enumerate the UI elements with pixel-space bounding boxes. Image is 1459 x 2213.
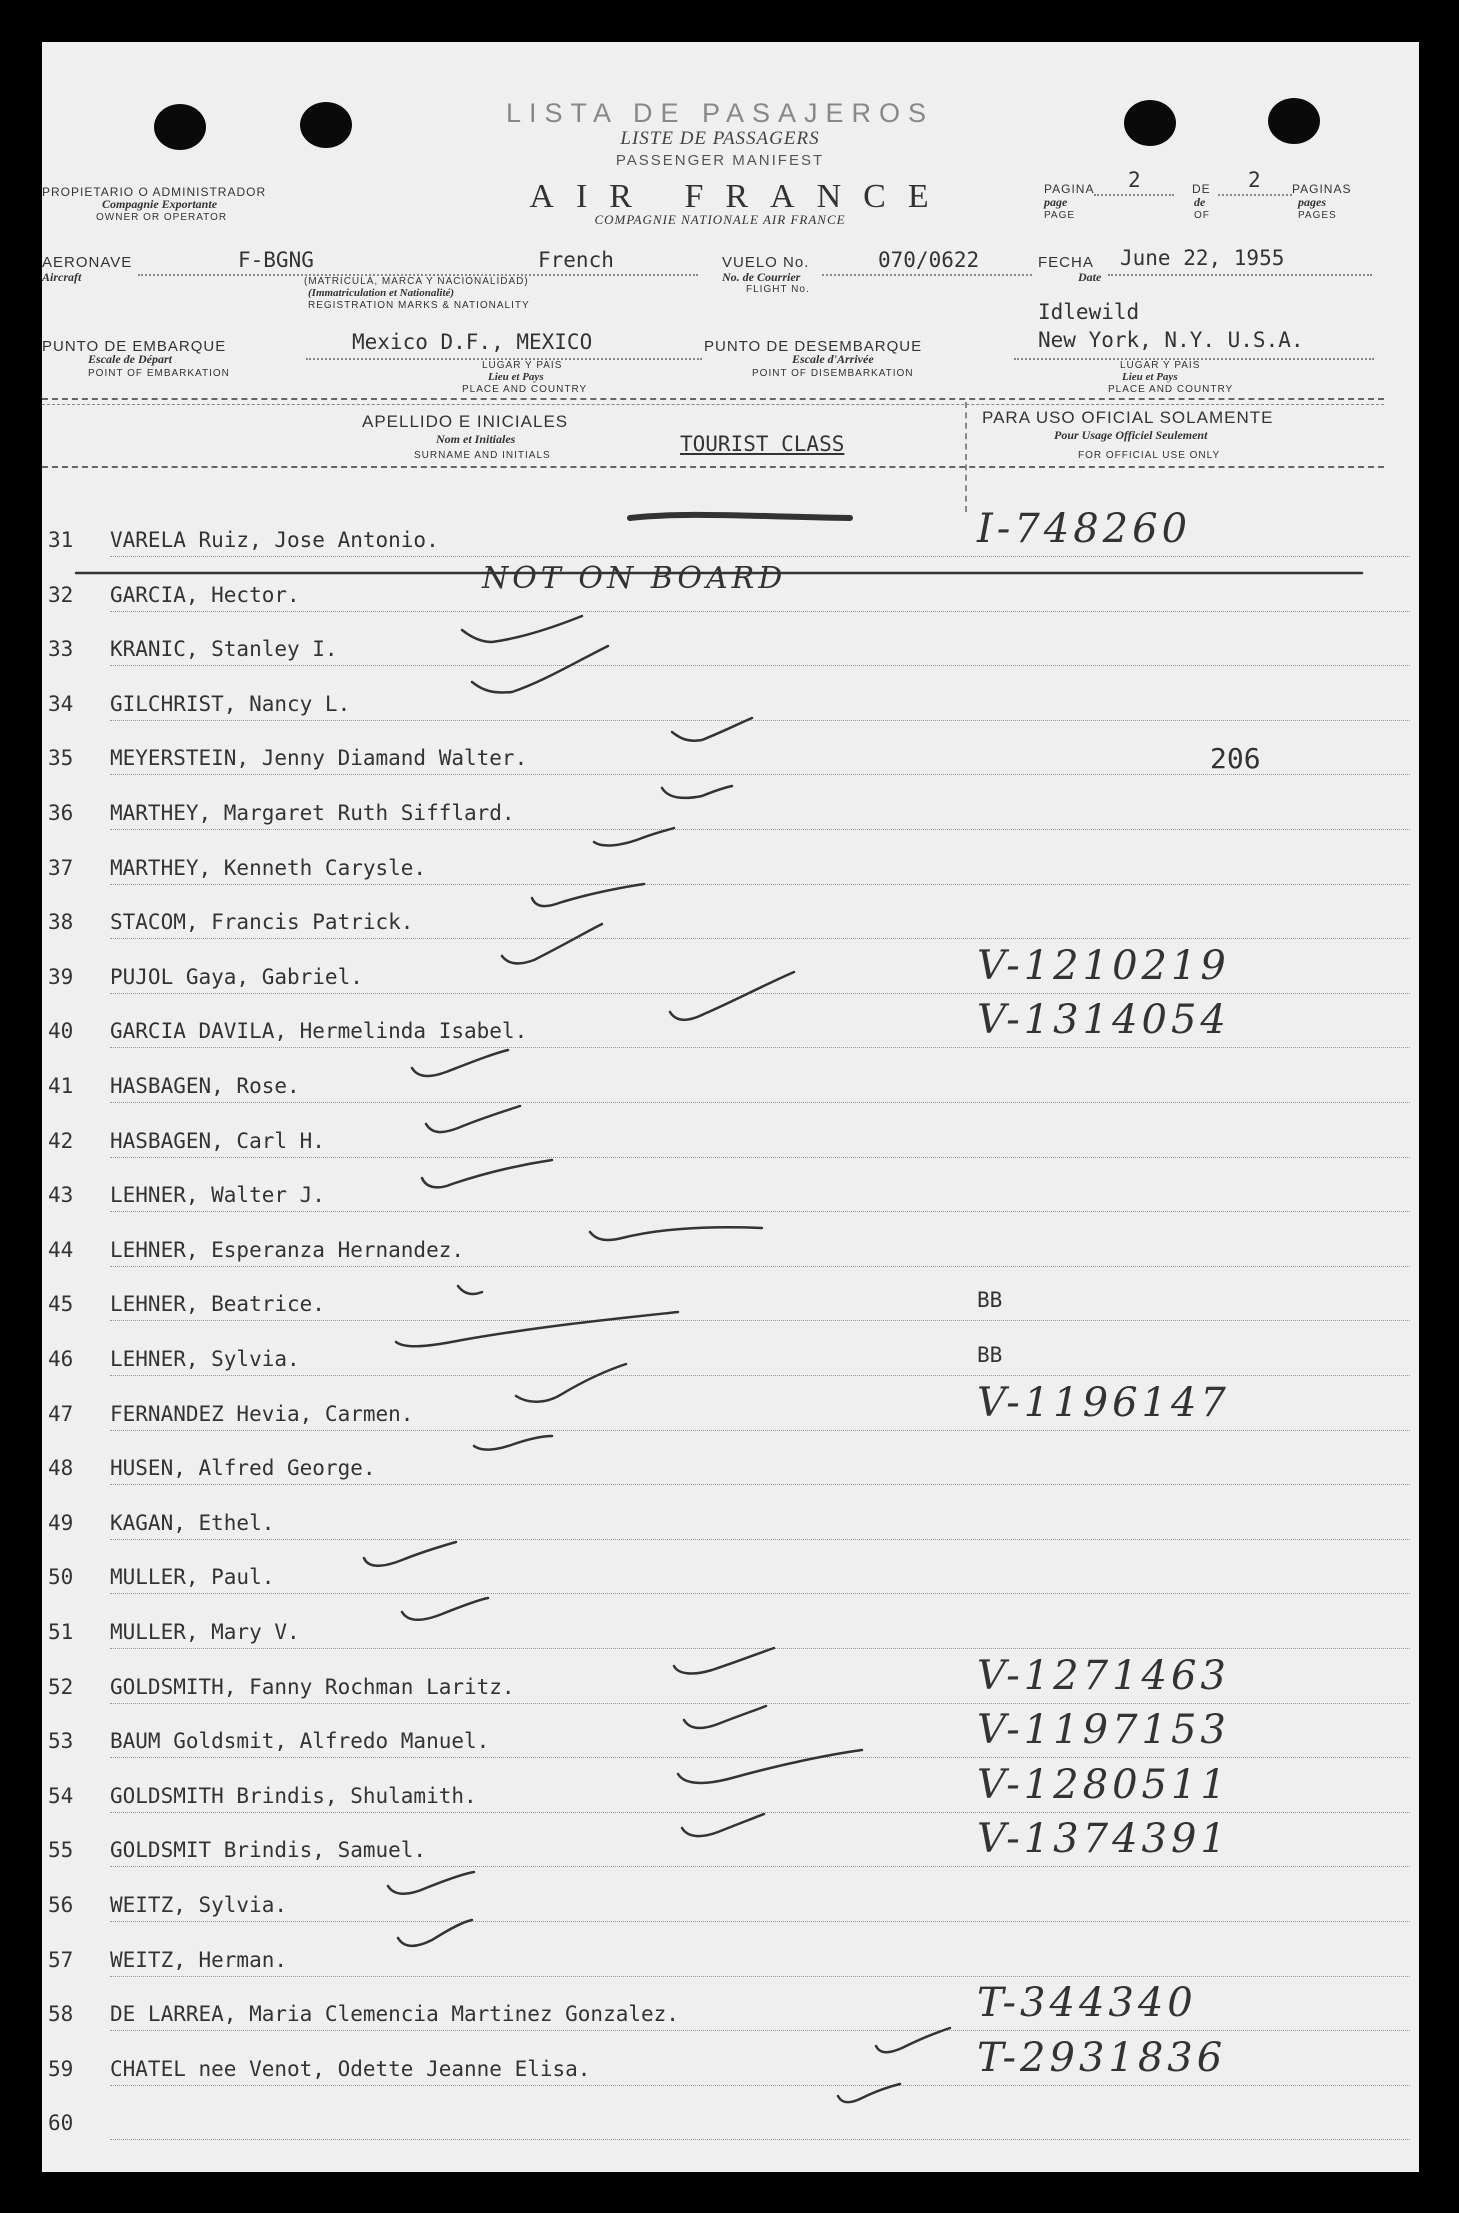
check-44 bbox=[590, 1227, 762, 1240]
name-header-fr: Nom et Initiales bbox=[436, 432, 516, 446]
punch-hole-left-2 bbox=[300, 102, 352, 148]
passenger-name: GOLDSMIT Brindis, Samuel. bbox=[110, 1838, 427, 1862]
passenger-name: HASBAGEN, Carl H. bbox=[110, 1129, 325, 1153]
passenger-name: DE LARREA, Maria Clemencia Martinez Gonzalez. bbox=[110, 2002, 679, 2026]
row-number: 42 bbox=[48, 1129, 74, 1153]
row-number: 38 bbox=[48, 910, 74, 934]
official-entry: 206 bbox=[1210, 742, 1261, 775]
header-rule-top bbox=[42, 398, 1384, 400]
passenger-name: VARELA Ruiz, Jose Antonio. bbox=[110, 528, 439, 552]
row-number: 37 bbox=[48, 856, 74, 880]
check-47 bbox=[516, 1364, 626, 1402]
embark-value: Mexico D.F., MEXICO bbox=[352, 330, 593, 354]
row-line bbox=[110, 1866, 1410, 1867]
owner-label-es: PROPIETARIO O ADMINISTRADOR bbox=[42, 185, 267, 199]
row-number: 53 bbox=[48, 1729, 74, 1753]
flight-label-en: FLIGHT No. bbox=[746, 284, 810, 295]
passenger-name: GARCIA DAVILA, Hermelinda Isabel. bbox=[110, 1019, 528, 1043]
row-line bbox=[110, 1648, 1410, 1649]
row-line bbox=[110, 2085, 1410, 2086]
embark-place-label-es: LUGAR Y PAIS bbox=[482, 360, 563, 371]
check-53 bbox=[684, 1706, 766, 1728]
row-number: 34 bbox=[48, 692, 74, 716]
disembark-airport: Idlewild bbox=[1038, 300, 1140, 324]
flight-label-es: VUELO No. bbox=[722, 254, 810, 271]
row-number: 46 bbox=[48, 1347, 74, 1371]
passenger-name: MARTHEY, Margaret Ruth Sifflard. bbox=[110, 801, 515, 825]
check-54 bbox=[678, 1750, 862, 1783]
row-line bbox=[110, 556, 1410, 557]
passenger-name: MULLER, Paul. bbox=[110, 1565, 275, 1589]
passenger-name: CHATEL nee Venot, Odette Jeanne Elisa. bbox=[110, 2057, 591, 2081]
row-line bbox=[110, 1484, 1410, 1485]
row-number: 50 bbox=[48, 1565, 74, 1589]
name-header-en: SURNAME AND INITIALS bbox=[414, 450, 551, 461]
check-40 bbox=[670, 972, 794, 1020]
row-line bbox=[110, 1320, 1410, 1321]
row-line bbox=[110, 1211, 1410, 1212]
title-es: LISTA DE PASAJEROS bbox=[505, 98, 935, 128]
company-sub: COMPAGNIE NATIONALE AIR FRANCE bbox=[594, 212, 846, 227]
page-label-fr: page bbox=[1044, 195, 1068, 209]
passenger-name: LEHNER, Sylvia. bbox=[110, 1347, 300, 1371]
row-number: 33 bbox=[48, 637, 74, 661]
of-label-fr: de bbox=[1194, 195, 1206, 209]
check-35 bbox=[672, 718, 752, 741]
row-line bbox=[110, 1757, 1410, 1758]
row-number: 39 bbox=[48, 965, 74, 989]
passenger-note: NOT ON BOARD bbox=[482, 561, 787, 596]
row-number: 60 bbox=[48, 2111, 74, 2135]
check-58 bbox=[876, 2028, 950, 2052]
passenger-name: HASBAGEN, Rose. bbox=[110, 1074, 300, 1098]
row-number: 36 bbox=[48, 801, 74, 825]
row-line bbox=[110, 720, 1410, 721]
registration-label-en: REGISTRATION MARKS & NATIONALITY bbox=[308, 300, 530, 311]
check-55 bbox=[682, 1814, 764, 1836]
check-36 bbox=[662, 786, 732, 798]
row-number: 48 bbox=[48, 1456, 74, 1480]
aircraft-value: F-BGNG bbox=[238, 248, 314, 272]
row-line bbox=[110, 829, 1410, 830]
owner-label-fr: Compagnie Exportante bbox=[102, 197, 218, 211]
passenger-name: KRANIC, Stanley I. bbox=[110, 637, 338, 661]
title-fr: LISTE DE PASSAGERS bbox=[620, 128, 820, 149]
row-number: 55 bbox=[48, 1838, 74, 1862]
official-entry: V-1197153 bbox=[977, 1707, 1230, 1753]
tourist-class-label: TOURIST CLASS bbox=[680, 432, 845, 456]
check-42 bbox=[426, 1106, 520, 1132]
official-entry: V-1280511 bbox=[977, 1762, 1230, 1808]
passenger-name: GILCHRIST, Nancy L. bbox=[110, 692, 351, 716]
check-43 bbox=[422, 1160, 552, 1187]
row-line bbox=[110, 1976, 1410, 1977]
embark-place-label-en: PLACE AND COUNTRY bbox=[462, 384, 588, 395]
passenger-name: GARCIA, Hector. bbox=[110, 583, 300, 607]
flight-label-fr: No. de Courrier bbox=[722, 270, 801, 284]
official-header-es: PARA USO OFICIAL SOLAMENTE bbox=[982, 408, 1274, 427]
header-rule-2 bbox=[42, 404, 1384, 405]
header-rule-bottom bbox=[42, 466, 1384, 468]
row-number: 57 bbox=[48, 1948, 74, 1972]
pages-label-es: PAGINAS bbox=[1292, 182, 1352, 196]
official-entry: V-1314054 bbox=[977, 997, 1230, 1043]
punch-hole-right-2 bbox=[1268, 98, 1320, 144]
row-number: 31 bbox=[48, 528, 74, 552]
passenger-name: HUSEN, Alfred George. bbox=[110, 1456, 376, 1480]
flight-value: 070/0622 bbox=[878, 248, 980, 272]
page-label-es: PAGINA bbox=[1044, 182, 1095, 196]
passenger-name: MEYERSTEIN, Jenny Diamand Walter. bbox=[110, 746, 528, 770]
disembark-place-label-en: PLACE AND COUNTRY bbox=[1108, 384, 1234, 395]
disembark-label-en: POINT OF DISEMBARKATION bbox=[752, 368, 914, 379]
name-header-es: APELLIDO E INICIALES bbox=[362, 412, 569, 431]
row-line bbox=[110, 1593, 1410, 1594]
date-value: June 22, 1955 bbox=[1120, 246, 1285, 270]
passenger-name: LEHNER, Beatrice. bbox=[110, 1292, 325, 1316]
passenger-name: FERNANDEZ Hevia, Carmen. bbox=[110, 1402, 414, 1426]
disembark-place-label-fr: Lieu et Pays bbox=[1122, 371, 1178, 383]
row-number: 41 bbox=[48, 1074, 74, 1098]
row-number: 44 bbox=[48, 1238, 74, 1262]
official-entry: T-2931836 bbox=[977, 2035, 1227, 2081]
aircraft-label-es: AERONAVE bbox=[42, 254, 133, 271]
row-number: 58 bbox=[48, 2002, 74, 2026]
company-name: AIR FRANCE bbox=[529, 178, 951, 215]
registration-label-es: (MATRICULA, MARCA Y NACIONALIDAD) bbox=[304, 276, 529, 287]
row-line bbox=[110, 938, 1410, 939]
passenger-name: MARTHEY, Kenneth Carysle. bbox=[110, 856, 427, 880]
strike-not-aboard-scribble bbox=[630, 515, 850, 518]
row-line bbox=[110, 2139, 1410, 2140]
row-line bbox=[110, 1539, 1410, 1540]
passenger-name: PUJOL Gaya, Gabriel. bbox=[110, 965, 363, 989]
row-number: 40 bbox=[48, 1019, 74, 1043]
title-en: PASSENGER MANIFEST bbox=[615, 152, 825, 169]
registration-label-fr: (Immatriculation et Nationalité) bbox=[308, 287, 455, 299]
passenger-name: WEITZ, Sylvia. bbox=[110, 1893, 288, 1917]
embark-place-label-fr: Lieu et Pays bbox=[488, 371, 544, 383]
passenger-name: LEHNER, Esperanza Hernandez. bbox=[110, 1238, 465, 1262]
page-label-en: PAGE bbox=[1044, 210, 1076, 221]
of-label-es: DE bbox=[1192, 182, 1211, 196]
check-38 bbox=[532, 884, 644, 906]
disembark-value: New York, N.Y. U.S.A. bbox=[1038, 328, 1304, 352]
row-line bbox=[110, 993, 1410, 994]
row-line bbox=[110, 1812, 1410, 1813]
check-56 bbox=[388, 1872, 474, 1894]
row-number: 32 bbox=[48, 583, 74, 607]
row-line bbox=[110, 1157, 1410, 1158]
official-header-en: FOR OFFICIAL USE ONLY bbox=[1078, 450, 1221, 461]
manifest-sheet bbox=[42, 42, 1419, 2172]
row-number: 45 bbox=[48, 1292, 74, 1316]
official-entry: V-1374391 bbox=[977, 1816, 1230, 1862]
pages-label-fr: pages bbox=[1298, 195, 1326, 209]
row-number: 47 bbox=[48, 1402, 74, 1426]
punch-hole-right-1 bbox=[1124, 100, 1176, 146]
nationality-value: French bbox=[538, 248, 614, 272]
row-line bbox=[110, 1375, 1410, 1376]
row-line bbox=[110, 1266, 1410, 1267]
passenger-name: WEITZ, Herman. bbox=[110, 1948, 288, 1972]
page-value: 2 bbox=[1128, 168, 1141, 192]
check-45 bbox=[458, 1286, 482, 1294]
passenger-name: LEHNER, Walter J. bbox=[110, 1183, 325, 1207]
row-number: 54 bbox=[48, 1784, 74, 1808]
check-52 bbox=[674, 1648, 774, 1673]
passenger-name: KAGAN, Ethel. bbox=[110, 1511, 275, 1535]
official-entry: I-748260 bbox=[977, 506, 1192, 552]
disembark-label-es: PUNTO DE DESEMBARQUE bbox=[704, 338, 923, 355]
passenger-name: BAUM Goldsmit, Alfredo Manuel. bbox=[110, 1729, 490, 1753]
row-number: 56 bbox=[48, 1893, 74, 1917]
passenger-name: GOLDSMITH, Fanny Rochman Laritz. bbox=[110, 1675, 515, 1699]
row-line bbox=[110, 1703, 1410, 1704]
official-entry: BB bbox=[977, 1343, 1003, 1367]
row-line bbox=[110, 1102, 1410, 1103]
disembark-label-fr: Escale d'Arrivée bbox=[792, 352, 874, 366]
official-entry: V-1210219 bbox=[977, 943, 1230, 989]
disembark-place-label-es: LUGAR Y PAIS bbox=[1120, 360, 1201, 371]
check-50 bbox=[364, 1542, 456, 1566]
embark-label-en: POINT OF EMBARKATION bbox=[88, 368, 230, 379]
aircraft-label-fr: Aircraft bbox=[42, 270, 82, 284]
passenger-name: STACOM, Francis Patrick. bbox=[110, 910, 414, 934]
check-39 bbox=[502, 924, 602, 963]
date-label-fr: Date bbox=[1078, 270, 1102, 284]
row-line bbox=[110, 1047, 1410, 1048]
column-divider bbox=[965, 402, 967, 512]
check-46 bbox=[396, 1312, 678, 1346]
passenger-name: MULLER, Mary V. bbox=[110, 1620, 300, 1644]
row-number: 35 bbox=[48, 746, 74, 770]
row-number: 52 bbox=[48, 1675, 74, 1699]
row-line bbox=[110, 665, 1410, 666]
of-label-en: OF bbox=[1194, 210, 1210, 221]
owner-label-en: OWNER OR OPERATOR bbox=[96, 212, 228, 223]
check-59 bbox=[838, 2084, 900, 2102]
check-48 bbox=[474, 1436, 552, 1450]
check-41 bbox=[412, 1050, 508, 1076]
row-number: 49 bbox=[48, 1511, 74, 1535]
row-line bbox=[110, 1921, 1410, 1922]
check-34 bbox=[472, 646, 608, 693]
check-37 bbox=[594, 828, 674, 845]
official-entry: V-1271463 bbox=[977, 1653, 1230, 1699]
official-entry: BB bbox=[977, 1288, 1003, 1312]
row-number: 51 bbox=[48, 1620, 74, 1644]
check-51 bbox=[402, 1598, 488, 1620]
official-header-fr: Pour Usage Officiel Seulement bbox=[1054, 428, 1208, 442]
official-entry: V-1196147 bbox=[977, 1380, 1230, 1426]
date-label-es: FECHA bbox=[1038, 254, 1094, 271]
row-line bbox=[110, 2030, 1410, 2031]
official-entry: T-344340 bbox=[977, 1980, 1197, 2026]
row-line bbox=[110, 1430, 1410, 1431]
punch-hole-left-1 bbox=[154, 104, 206, 150]
pages-label-en: PAGES bbox=[1298, 210, 1337, 221]
row-line bbox=[110, 884, 1410, 885]
row-line bbox=[110, 611, 1410, 612]
row-number: 59 bbox=[48, 2057, 74, 2081]
embark-label-fr: Escale de Départ bbox=[88, 352, 172, 366]
pages-total: 2 bbox=[1248, 168, 1261, 192]
check-33 bbox=[462, 616, 582, 642]
embark-label-es: PUNTO DE EMBARQUE bbox=[42, 338, 227, 355]
passenger-name: GOLDSMITH Brindis, Shulamith. bbox=[110, 1784, 477, 1808]
check-57 bbox=[398, 1920, 472, 1946]
row-number: 43 bbox=[48, 1183, 74, 1207]
